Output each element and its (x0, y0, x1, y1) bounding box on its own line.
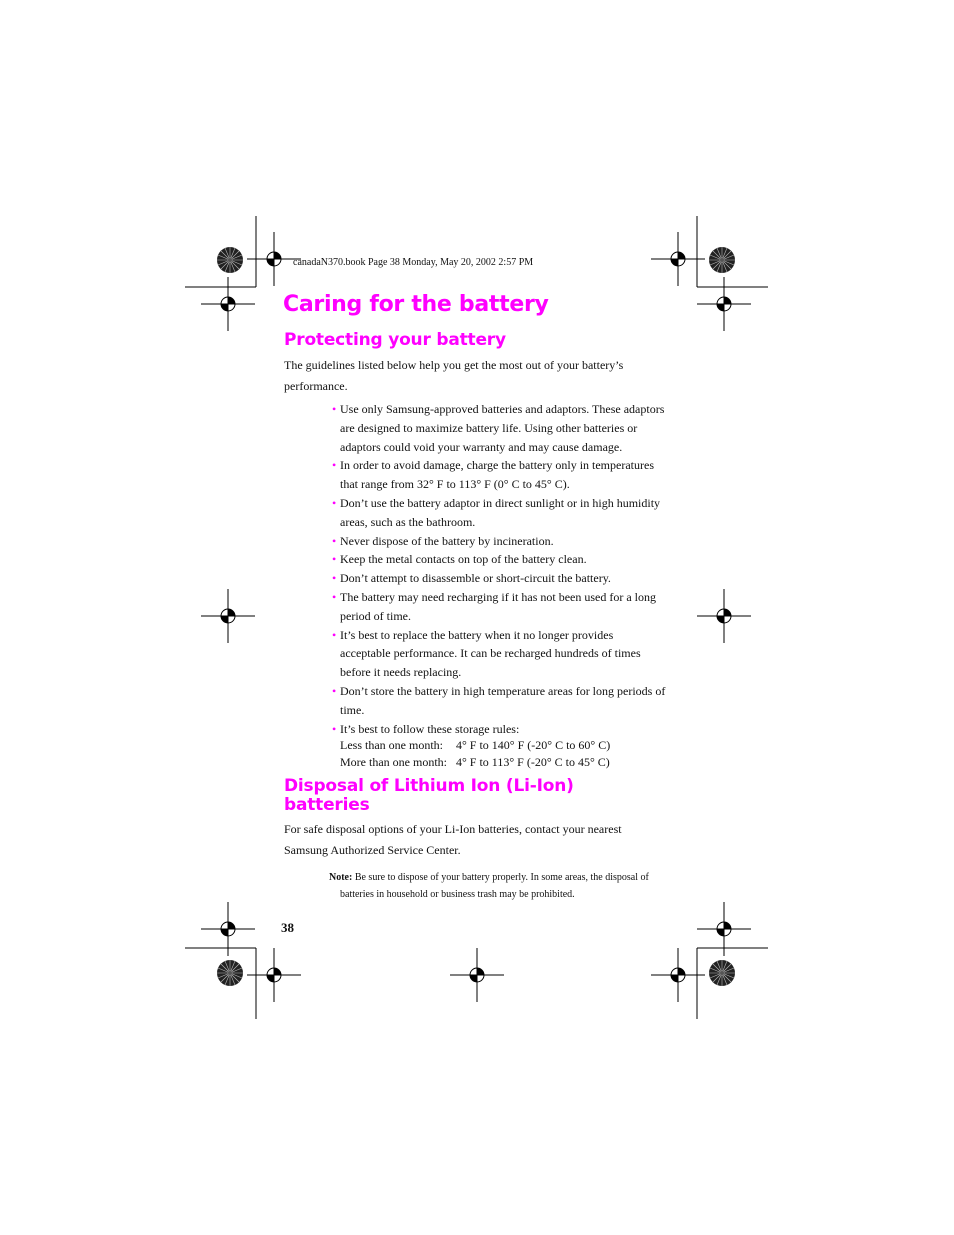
book-header-line: canadaN370.book Page 38 Monday, May 20, 2002 2:57 PM (293, 257, 534, 268)
bullet-icon: • (332, 533, 337, 548)
bullet-icon: • (332, 571, 337, 586)
storage-rule-value: 4° F to 140° F (-20° C to 60° C) (456, 738, 611, 752)
bullet-icon: • (332, 683, 337, 698)
crosshair-mark (247, 948, 301, 1002)
list-item: • It’s best to follow these storage rules: (332, 720, 666, 739)
list-item: • Don’t attempt to disassemble or short-circuit the battery. (332, 569, 666, 588)
list-item: • In order to avoid damage, charge the battery only in temperatures that range from 32° F to 113° F (0° C to 45° C). (332, 458, 654, 492)
crosshair-mark (450, 948, 504, 1002)
registration-rosette (709, 960, 735, 986)
crosshair-mark (201, 277, 255, 331)
bullet-icon: • (332, 627, 337, 642)
bullet-icon: • (332, 721, 337, 736)
list-item: • Keep the metal contacts on top of the battery clean. (332, 550, 666, 569)
storage-rule-row (340, 754, 610, 771)
list-item: • Never dispose of the battery by incineration. (332, 532, 666, 551)
section-heading-disposal: Disposal of Lithium Ion (Li-Ion) batteries (284, 776, 574, 815)
bullet-icon: • (332, 552, 337, 567)
crosshair-mark (697, 589, 751, 643)
storage-rule-label: Less than one month: (340, 738, 443, 752)
crosshair-mark (697, 277, 751, 331)
list-item: • Don’t use the battery adaptor in direct sunlight or in high humidity areas, such as the bathroom. (332, 495, 661, 529)
list-item: • Use only Samsung-approved batteries and adaptors. These adaptors are designed to maximize battery life. Using other batteries or adaptors could void your warranty and may cause damage. (332, 402, 665, 454)
storage-rule-row (340, 737, 610, 754)
registration-rosette (217, 960, 243, 986)
storage-rule-label: More than one month: (340, 755, 447, 769)
registration-rosette (709, 247, 735, 273)
page-number: 38 (281, 920, 294, 935)
list-item: • Don’t store the battery in high temperature areas for long periods of time. (332, 683, 666, 717)
note-label: Note: (329, 872, 353, 883)
registration-rosette (217, 247, 243, 273)
storage-rule-value: 4° F to 113° F (-20° C to 45° C) (456, 755, 610, 769)
note-text: Be sure to dispose of your battery properly. In some areas, the disposal of batteries in household or business trash may be prohibited. (340, 872, 649, 900)
page-title: Caring for the battery (283, 292, 549, 317)
section-heading-protecting: Protecting your battery (284, 330, 506, 350)
intro-line: performance. (284, 378, 348, 393)
storage-rules-table (340, 737, 610, 771)
list-item: • The battery may need recharging if it has not been used for a long period of time. (332, 589, 657, 623)
intro-paragraph (284, 355, 623, 396)
disposal-note (329, 869, 676, 903)
battery-guidelines-list (332, 400, 666, 738)
list-item: • It’s best to replace the battery when it no longer provides acceptable performance. It can be recharged hundreds of times before it needs replacing. (332, 627, 641, 680)
bullet-icon: • (332, 589, 337, 604)
bullet-icon: • (332, 495, 337, 510)
disposal-paragraph: For safe disposal options of your Li-Ion batteries, contact your nearest Samsung Authorized Service Center. (284, 822, 622, 857)
intro-line: The guidelines listed below help you get the most out of your battery’s (284, 358, 624, 372)
bullet-icon: • (332, 458, 337, 473)
bullet-icon: • (332, 402, 337, 416)
crosshair-mark (201, 589, 255, 643)
